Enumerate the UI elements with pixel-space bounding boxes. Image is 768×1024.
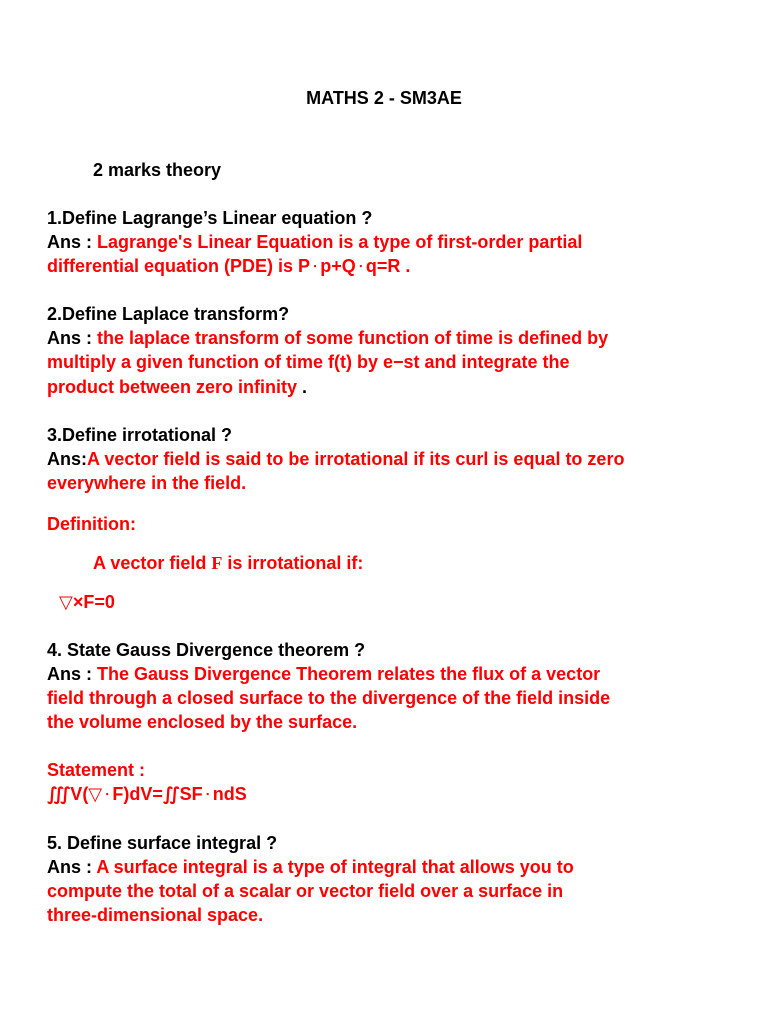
definition-label: Definition: [47,514,136,534]
answer-3-line-2: everywhere in the field. [47,473,247,493]
answer-4-line-1 [47,662,600,686]
question-4: 4. State Gauss Divergence theorem ? [47,640,366,660]
answer-2-line-3 [47,375,307,399]
formula-part: ∭V(▽ [47,784,103,804]
vector-symbol: F [211,553,223,573]
answer-text: Lagrange's Linear Equation is a type of first-order partial [97,232,583,252]
answer-prefix: Ans: [47,449,87,469]
answer-terminator: . [297,377,308,397]
question-1: 1.Define Lagrange’s Linear equation ? [47,208,373,228]
answer-text: the laplace transform of some function of time is defined by [97,328,609,348]
answer-4-line-2: field through a closed surface to the divergence of the field inside [47,688,611,708]
divergence-formula [47,782,247,806]
answer-text: product between zero infinity [47,377,298,397]
answer-1-line-2 [47,254,410,278]
answer-5-line-1 [47,855,574,879]
question-3: 3.Define irrotational ? [47,425,233,445]
statement-label: Statement : [47,760,146,780]
answer-text: p+Q [320,256,356,276]
answer-3-line-1 [47,447,624,471]
answer-5-line-2: compute the total of a scalar or vector field over a surface in [47,881,564,901]
answer-1-line-1 [47,230,582,254]
answer-5-line-3: three-dimensional space. [47,905,264,925]
curl-formula: ▽×F=0 [59,592,115,612]
question-5: 5. Define surface integral ? [47,833,278,853]
answer-text: The Gauss Divergence Theorem relates the flux of a vector [97,664,601,684]
answer-4-line-3: the volume enclosed by the surface. [47,712,358,732]
answer-prefix: Ans : [47,857,97,877]
dot-operator: ⋅ [205,789,210,802]
answer-text: differential equation (PDE) is P [47,256,311,276]
dot-operator: ⋅ [313,261,318,274]
answer-2-line-2: multiply a given function of time f(t) by e−st and integrate the [47,352,570,372]
definition-text-part: is irrotational if: [222,553,364,573]
section-heading: 2 marks theory [93,160,222,180]
answer-prefix: Ans : [47,664,98,684]
dot-operator: ⋅ [105,789,110,802]
answer-prefix: Ans : [47,328,98,348]
document-title: MATHS 2 - SM3AE [306,88,462,108]
formula-part: F)dV=∬SF [112,784,203,804]
answer-prefix: Ans : [47,232,98,252]
definition-text-part: A vector field [93,553,212,573]
answer-text: A surface integral is a type of integral that allows you to [96,857,574,877]
formula-part: ndS [212,784,247,804]
question-2: 2.Define Laplace transform? [47,304,290,324]
answer-text: A vector field is said to be irrotational if its curl is equal to zero [87,449,625,469]
definition-text [93,551,363,575]
answer-text: q=R . [365,256,411,276]
dot-operator: ⋅ [358,261,363,274]
answer-2-line-1 [47,326,608,350]
